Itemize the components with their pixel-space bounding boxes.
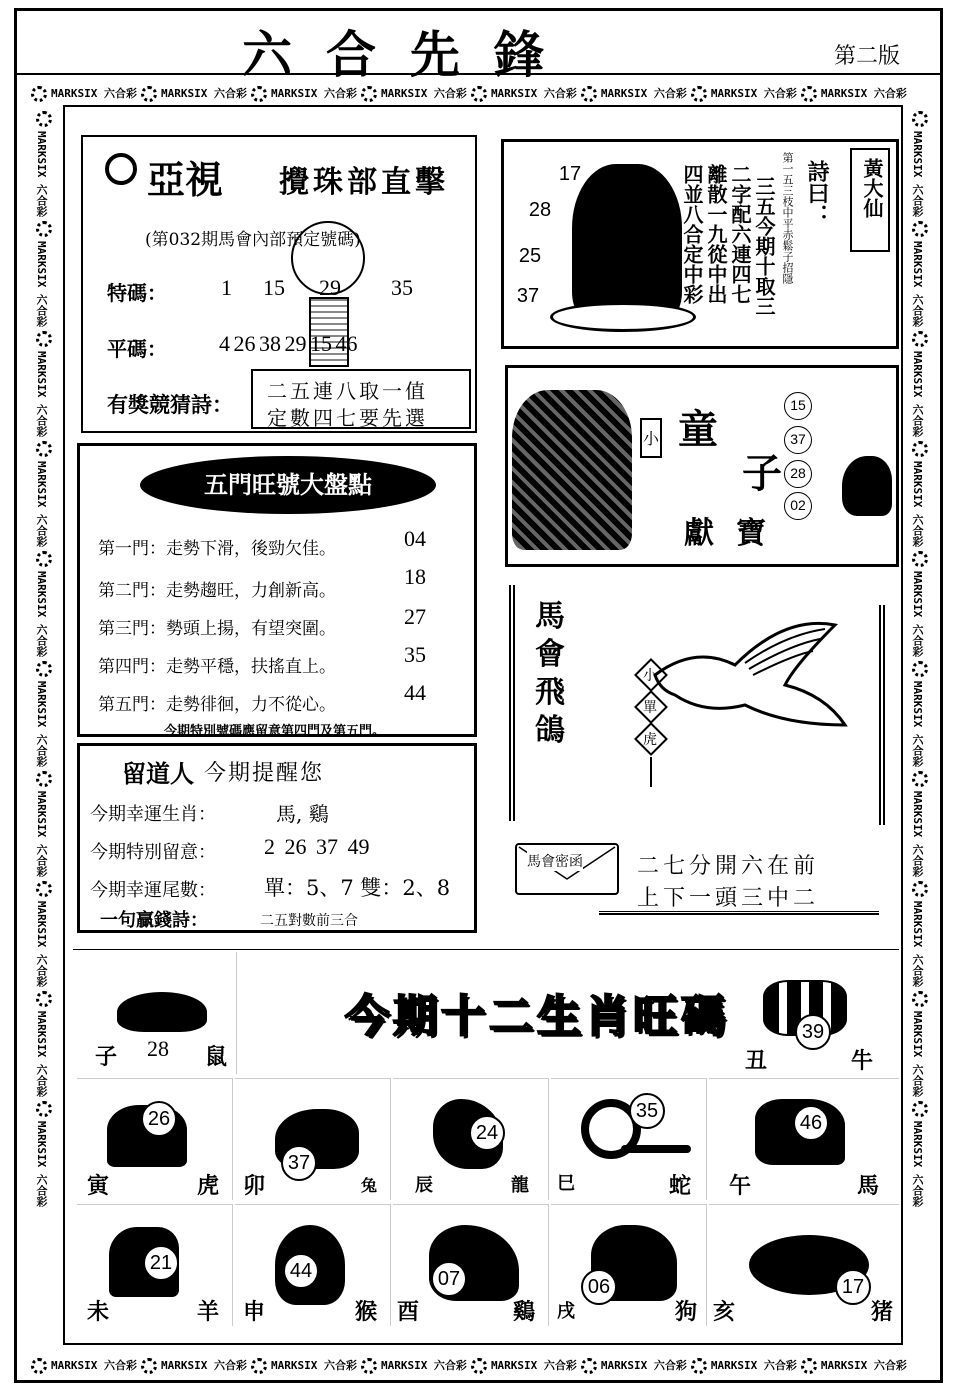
flower-icon	[36, 1101, 52, 1117]
flower-icon	[251, 1358, 267, 1374]
master-side-note: 第一五三枝中平赤鬆子招隱	[781, 152, 794, 284]
pigeon-title-3: 飛	[535, 675, 565, 710]
flower-icon	[31, 1358, 47, 1374]
strip-text: MARKSIX 六合彩	[270, 1359, 357, 1372]
flower-icon	[581, 86, 597, 102]
zodiac-num-dog: 06	[581, 1269, 617, 1305]
master-box	[501, 139, 899, 349]
zodiac-right-ox: 牛	[851, 1048, 874, 1074]
zodiac-left-ox: 丑	[745, 1048, 768, 1074]
master-ball-3: 25	[512, 240, 548, 276]
border-strip-right	[905, 107, 929, 1353]
zodiac-num-monkey: 44	[283, 1253, 319, 1289]
poem-line-2: 定數四七要先選	[267, 406, 428, 430]
border-strip-left	[29, 107, 53, 1353]
zodiac-left-rat: 子	[95, 1044, 118, 1070]
flat-label: 平碼：	[107, 337, 167, 361]
strip-text: MARKSIX 六合彩	[490, 87, 577, 100]
strip-text: MARKSIX 六合彩	[160, 1359, 247, 1372]
pigeon-bar-left	[509, 585, 515, 821]
insider-title: 留道人	[122, 760, 194, 788]
strip-text: MARKSIX 六合彩	[35, 460, 48, 547]
zodiac-right-dragon: 龍	[511, 1175, 529, 1196]
zodiac-left-snake: 巳	[557, 1173, 575, 1194]
gate-num-5: 44	[404, 680, 426, 705]
flower-icon	[36, 771, 52, 787]
zodiac-right-horse: 馬	[857, 1173, 880, 1199]
flower-icon	[141, 1358, 157, 1374]
pigeon-icon	[635, 605, 855, 755]
flower-icon	[912, 1101, 928, 1117]
zodiac-num-rabbit: 37	[281, 1145, 317, 1181]
zodiac-left-horse: 午	[729, 1173, 752, 1199]
strip-text: MARKSIX 六合彩	[600, 1359, 687, 1372]
flower-icon	[912, 881, 928, 897]
pigeon-title-1: 馬	[535, 599, 565, 634]
pigeon-tag-string	[650, 757, 652, 787]
zodiac-right-rat: 鼠	[205, 1044, 228, 1070]
strip-text: MARKSIX 六合彩	[35, 790, 48, 877]
asia-tv-box	[81, 135, 477, 433]
zodiac-right-monkey: 猴	[355, 1299, 378, 1325]
flower-icon	[912, 991, 928, 1007]
flower-icon	[912, 111, 928, 127]
insider-label-3: 今期幸運尾數：	[90, 880, 216, 901]
insider-poem-label: 一句贏錢詩：	[100, 910, 208, 931]
gate-row-5: 第五門：走勢徘徊，力不從心。	[98, 695, 336, 715]
flower-icon	[912, 221, 928, 237]
pigeon-section	[505, 585, 899, 825]
zodiac-left-dog: 戌	[557, 1301, 575, 1322]
strip-text: MARKSIX 六合彩	[35, 131, 48, 217]
strip-text: MARKSIX 六合彩	[911, 790, 924, 877]
flower-icon	[361, 1358, 377, 1374]
strip-text: MARKSIX 六合彩	[911, 570, 924, 657]
gate-row-1: 第一門：走勢下滑，後勁欠佳。	[98, 539, 336, 559]
newspaper-page	[14, 8, 943, 1383]
pigeon-title-2: 會	[535, 637, 565, 672]
zodiac-cell-rat	[77, 952, 237, 1074]
master-name: 黃大仙	[860, 158, 884, 218]
flower-icon	[471, 1358, 487, 1374]
flower-icon	[801, 86, 817, 102]
envelope-label: 馬會密函	[527, 851, 583, 871]
strip-text: MARKSIX 六合彩	[51, 87, 137, 100]
zodiac-num-horse: 46	[793, 1105, 829, 1141]
zodiac-num-snake: 35	[629, 1093, 665, 1129]
flower-icon	[801, 1358, 817, 1374]
zodiac-cell-pig	[709, 1204, 899, 1326]
strip-text: MARKSIX 六合彩	[380, 87, 467, 100]
masthead	[17, 11, 940, 84]
strip-text: MARKSIX 六合彩	[911, 240, 924, 327]
strip-text: MARKSIX 六合彩	[911, 1010, 924, 1097]
strip-text: MARKSIX 六合彩	[160, 87, 247, 100]
strip-text: MARKSIX 六合彩	[35, 570, 48, 657]
asia-brand: 亞視	[147, 158, 224, 202]
asia-subtitle: 攪珠部直擊	[279, 165, 449, 200]
flower-icon	[471, 86, 487, 102]
zodiac-cell-goat	[77, 1204, 233, 1326]
master-ball-2: 28	[522, 194, 558, 230]
strip-text: MARKSIX 六合彩	[270, 87, 357, 100]
five-gates-box	[77, 443, 477, 737]
envelope-box	[515, 843, 619, 895]
zodiac-left-goat: 未	[87, 1299, 110, 1325]
pigeon-tag-2: 單	[643, 700, 657, 716]
strip-text: MARKSIX 六合彩	[820, 87, 907, 100]
master-heading: 詩曰：	[804, 160, 830, 226]
flower-icon	[36, 441, 52, 457]
border-strip-bottom	[27, 1355, 930, 1377]
animal-figure-icon	[842, 456, 892, 516]
zodiac-right-dog: 狗	[675, 1299, 698, 1325]
secret-underline	[599, 911, 879, 915]
flower-icon	[36, 221, 52, 237]
master-name-box	[850, 148, 890, 252]
pigeon-tag-3: 虎	[643, 732, 657, 748]
flower-icon	[691, 86, 707, 102]
secret-line-2: 上下一頭三中二	[637, 886, 820, 911]
zodiac-cell-monkey	[235, 1204, 391, 1326]
zodiac-num-rat: 28	[147, 1036, 169, 1061]
flower-icon	[691, 1358, 707, 1374]
pigeon-body	[655, 623, 845, 725]
insider-poem: 二五對數前三合	[260, 913, 358, 929]
insider-value-2: 2 26 37 49	[264, 834, 370, 859]
zodiac-cell-rabbit	[235, 1078, 391, 1200]
zodiac-num-tiger: 26	[141, 1101, 177, 1137]
strip-text: MARKSIX 六合彩	[490, 1359, 577, 1372]
children-figures-icon	[512, 390, 632, 550]
strip-text: MARKSIX 六合彩	[380, 1359, 467, 1372]
gate-num-1: 04	[404, 526, 426, 551]
flower-icon	[141, 86, 157, 102]
zodiac-section	[73, 949, 899, 1339]
gate-row-4: 第四門：走勢平穩，扶搖直上。	[98, 657, 336, 677]
insider-value-1: 馬, 鷄	[276, 802, 329, 826]
flower-icon	[912, 331, 928, 347]
pigeon-bar-right	[879, 605, 885, 825]
master-poem-line-3: 離散一九從中出	[704, 164, 728, 304]
gate-row-2: 第二門：走勢趨旺，力創新高。	[98, 581, 336, 601]
strip-text: MARKSIX 六合彩	[911, 131, 924, 217]
special-num-4: 35	[391, 275, 413, 300]
flower-icon	[36, 111, 52, 127]
child-treasure-box	[505, 365, 899, 567]
flower-icon	[912, 771, 928, 787]
zodiac-left-rabbit: 卯	[243, 1173, 266, 1199]
strip-text: MARKSIX 六合彩	[35, 1120, 48, 1207]
gate-num-2: 18	[404, 564, 426, 589]
zodiac-left-tiger: 寅	[87, 1173, 110, 1199]
flower-icon	[912, 441, 928, 457]
gates-footer: 今期特別號碼應留意第四門及第五門。	[164, 724, 386, 739]
flower-icon	[912, 661, 928, 677]
gate-num-4: 35	[404, 642, 426, 667]
zodiac-right-rooster: 鷄	[513, 1299, 536, 1325]
insider-value-3: 單：5、7 雙：2、8	[264, 876, 451, 900]
zodiac-left-monkey: 申	[243, 1299, 266, 1325]
flower-icon	[36, 991, 52, 1007]
snake-tail-icon	[621, 1145, 691, 1153]
masthead-title: 六合先鋒	[242, 25, 578, 84]
special-num-1: 1	[221, 275, 232, 300]
flower-icon	[251, 86, 267, 102]
poem-line-1: 二五連八取一值	[267, 379, 428, 403]
insider-label-1: 今期幸運生肖：	[90, 804, 216, 825]
zodiac-right-tiger: 虎	[197, 1173, 220, 1199]
zodiac-cell-snake	[551, 1078, 707, 1200]
zodiac-title: 今期十二生肖旺碼	[345, 991, 729, 1042]
strip-text: MARKSIX 六合彩	[35, 680, 48, 767]
master-poem-line-4: 四並八合定中彩	[680, 164, 704, 304]
gate-row-3: 第三門：勢頭上揚，有望突圍。	[98, 619, 336, 639]
zodiac-cell-dog	[551, 1204, 707, 1326]
child-title-4: 寶	[736, 516, 766, 551]
zodiac-right-rabbit: 兔	[361, 1176, 378, 1195]
strip-text: MARKSIX 六合彩	[911, 460, 924, 547]
strip-text: MARKSIX 六合彩	[35, 240, 48, 327]
poem-label: 有獎競猜詩：	[107, 392, 233, 417]
content-area	[63, 105, 903, 1345]
flower-icon	[36, 881, 52, 897]
border-strip-top	[27, 83, 930, 105]
pigeon-tag-1: 小	[643, 668, 657, 684]
zodiac-cell-ox	[723, 952, 899, 1074]
zodiac-left-rooster: 酉	[397, 1299, 420, 1325]
zodiac-num-ox: 39	[795, 1014, 831, 1050]
flower-icon	[361, 86, 377, 102]
zodiac-cell-horse	[709, 1078, 899, 1200]
zodiac-cell-rooster	[393, 1204, 549, 1326]
rat-icon	[117, 992, 207, 1032]
flower-icon	[36, 551, 52, 567]
child-ball-4: 02	[784, 492, 812, 520]
strip-text: MARKSIX 六合彩	[911, 900, 924, 987]
asia-note: (第032期馬會內部預定號碼)	[145, 230, 361, 250]
zodiac-right-goat: 羊	[197, 1299, 220, 1325]
zodiac-left-dragon: 辰	[415, 1175, 433, 1196]
zodiac-num-rooster: 07	[431, 1261, 467, 1297]
insider-subtitle: 今期提醒您	[204, 761, 325, 786]
zodiac-right-snake: 蛇	[669, 1173, 692, 1199]
child-ball-1: 15	[784, 392, 812, 420]
master-poem-line-1: 三五今期十取三	[752, 176, 776, 316]
pigeon-title-4: 鴿	[535, 713, 565, 748]
five-gates-banner: 五門旺號大盤點	[140, 456, 436, 514]
child-ball-3: 28	[784, 460, 812, 488]
zodiac-num-dragon: 24	[469, 1115, 505, 1151]
flower-icon	[36, 661, 52, 677]
strip-text: MARKSIX 六合彩	[710, 1359, 797, 1372]
strip-text: MARKSIX 六合彩	[911, 1120, 924, 1207]
child-title-2: 子	[742, 450, 782, 497]
master-ball-4: 37	[510, 280, 546, 316]
flat-numbers: 4 26 38 29 15 46	[219, 331, 358, 356]
flower-icon	[912, 551, 928, 567]
zodiac-right-pig: 猪	[871, 1299, 894, 1325]
master-poem-line-2: 二字配六連四七	[728, 164, 752, 304]
zodiac-num-pig: 17	[835, 1269, 871, 1305]
poem-box	[251, 369, 471, 429]
special-label: 特碼：	[107, 281, 167, 305]
special-num-2: 15	[263, 275, 285, 300]
strip-text: MARKSIX 六合彩	[911, 680, 924, 767]
master-ball-1: 17	[552, 158, 588, 194]
flower-icon	[31, 86, 47, 102]
strip-text: MARKSIX 六合彩	[911, 350, 924, 437]
zodiac-cell-dragon	[393, 1078, 549, 1200]
zodiac-num-goat: 21	[143, 1245, 179, 1281]
child-tag: 小	[643, 429, 660, 448]
child-ball-2: 37	[784, 426, 812, 454]
strip-text: MARKSIX 六合彩	[710, 87, 797, 100]
sage-figure-icon	[572, 164, 682, 324]
strip-text: MARKSIX 六合彩	[600, 87, 687, 100]
strip-text: MARKSIX 六合彩	[51, 1359, 137, 1372]
strip-text: MARKSIX 六合彩	[820, 1359, 907, 1372]
secret-line-1: 二七分開六在前	[637, 854, 820, 879]
zodiac-left-pig: 亥	[713, 1299, 736, 1325]
child-title-1: 童	[678, 406, 718, 453]
flower-icon	[36, 331, 52, 347]
gate-num-3: 27	[404, 604, 426, 629]
sage-base-icon	[550, 302, 696, 332]
strip-text: MARKSIX 六合彩	[35, 350, 48, 437]
asia-logo-icon	[105, 153, 137, 185]
zodiac-cell-tiger	[77, 1078, 233, 1200]
child-title-3: 獻	[684, 516, 714, 551]
special-num-3: 29	[319, 275, 341, 300]
strip-text: MARKSIX 六合彩	[35, 1010, 48, 1097]
strip-text: MARKSIX 六合彩	[35, 900, 48, 987]
edition-label: 第二版	[833, 44, 900, 69]
flower-icon	[581, 1358, 597, 1374]
insider-label-2: 今期特別留意：	[90, 842, 216, 863]
insider-box	[77, 743, 477, 933]
